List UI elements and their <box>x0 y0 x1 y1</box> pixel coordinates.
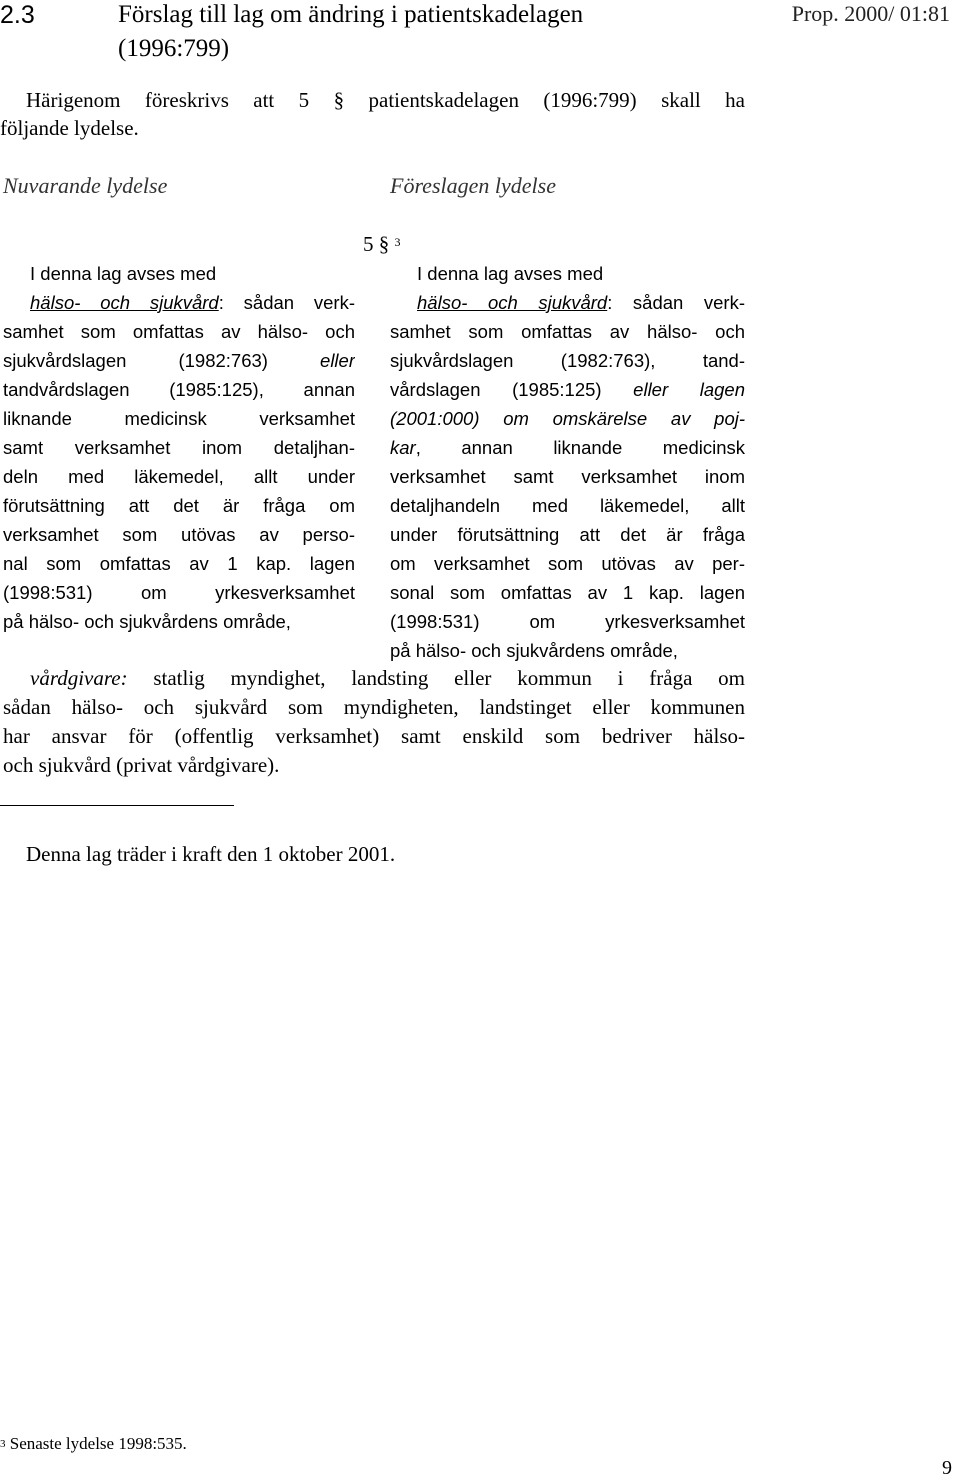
current-line: förutsättning att det är fråga om <box>3 495 355 516</box>
footnote <box>0 1433 187 1455</box>
proposed-line: under förutsättning att det är fråga <box>390 524 745 545</box>
defined-term: hälso- och sjukvård <box>417 292 608 313</box>
proposed-line-text: vårdslagen (1985:125) <box>390 379 634 400</box>
current-line: verksamhet som utövas av perso- <box>3 524 355 545</box>
current-line: liknande medicinsk verksamhet <box>3 408 355 429</box>
common-wording <box>3 664 745 780</box>
current-line: I denna lag avses med <box>30 263 217 284</box>
changed-text: kar <box>390 437 416 458</box>
defined-term: vårdgivare: <box>30 666 128 690</box>
proposed-wording-heading: Föreslagen lydelse <box>390 173 556 198</box>
common-line-text: statlig myndighet, landsting eller kommun i fråga om <box>127 666 745 690</box>
enactment-clause: Denna lag träder i kraft den 1 oktober 2001. <box>26 842 396 866</box>
footnote-reference: 3 <box>394 235 401 249</box>
proposed-line-text: : sådan verk- <box>607 292 745 313</box>
proposed-line: sjukvårdslagen (1982:763), tand- <box>390 350 745 371</box>
proposed-line: detaljhandeln med läkemedel, allt <box>390 495 745 516</box>
proposed-line: om verksamhet som utövas av per- <box>390 553 745 574</box>
current-line: deln med läkemedel, allt under <box>3 466 355 487</box>
footnote-number: 3 <box>0 1438 6 1450</box>
proposed-line: sonal som omfattas av 1 kap. lagen <box>390 582 745 603</box>
current-line-text: : sådan verk- <box>218 292 355 313</box>
current-line: samhet som omfattas av hälso- och <box>3 321 355 342</box>
intro-text: Härigenom föreskrivs att 5 § patientskadelagen (1996:799) skall ha <box>26 88 745 112</box>
footnote-text: Senaste lydelse 1998:535. <box>5 1434 187 1453</box>
current-wording-heading: Nuvarande lydelse <box>3 173 168 198</box>
current-line <box>3 288 355 317</box>
section-title-continued: (1996:799) <box>118 35 230 62</box>
current-line: på hälso- och sjukvårdens område, <box>3 611 291 632</box>
current-line-text: sjukvårdslagen (1982:763) <box>3 350 321 371</box>
proposed-line <box>390 404 745 433</box>
current-line: nal som omfattas av 1 kap. lagen <box>3 553 355 574</box>
proposed-line: samhet som omfattas av hälso- och <box>390 321 745 342</box>
proposed-line: (1998:531) om yrkesverksamhet <box>390 611 745 632</box>
proposed-line: på hälso- och sjukvårdens område, <box>390 640 678 661</box>
common-line: har ansvar för (offentlig verksamhet) samt enskild som bedriver hälso- <box>3 724 745 748</box>
current-wording-column <box>3 259 355 636</box>
proposed-wording-column <box>390 259 745 665</box>
page-number: 9 <box>942 1457 952 1479</box>
proposed-line: verksamhet samt verksamhet inom <box>390 466 745 487</box>
defined-term: hälso- och sjukvård <box>30 292 219 313</box>
changed-text: (2001:000) om omskärelse av poj- <box>390 408 745 429</box>
proposed-line <box>390 433 745 462</box>
current-line: (1998:531) om yrkesverksamhet <box>3 582 355 603</box>
section-number: 2.3 <box>0 1 35 29</box>
current-line <box>3 346 355 375</box>
proposed-line-text: , annan liknande medicinsk <box>415 437 745 458</box>
proposed-line <box>390 288 745 317</box>
current-line: tandvårdslagen (1985:125), annan <box>3 379 355 400</box>
proposition-reference: Prop. 2000/ 01:81 <box>791 1 950 26</box>
paragraph-number: 5 § <box>363 232 390 256</box>
current-line: samt verksamhet inom detaljhan- <box>3 437 355 458</box>
common-line <box>3 664 745 693</box>
proposed-line <box>390 375 745 404</box>
proposed-line: I denna lag avses med <box>417 263 604 284</box>
common-line: sådan hälso- och sjukvård som myndigheten, landstinget eller kommunen <box>3 695 745 719</box>
intro-text-continued: följande lydelse. <box>0 116 139 140</box>
changed-text: eller lagen <box>633 379 745 400</box>
common-line: och sjukvård (privat vårdgivare). <box>3 753 280 777</box>
changed-text: eller <box>320 350 355 371</box>
section-title: Förslag till lag om ändring i patientskadelagen <box>118 1 584 28</box>
section-divider <box>0 805 234 806</box>
paragraph-mark <box>363 230 401 258</box>
